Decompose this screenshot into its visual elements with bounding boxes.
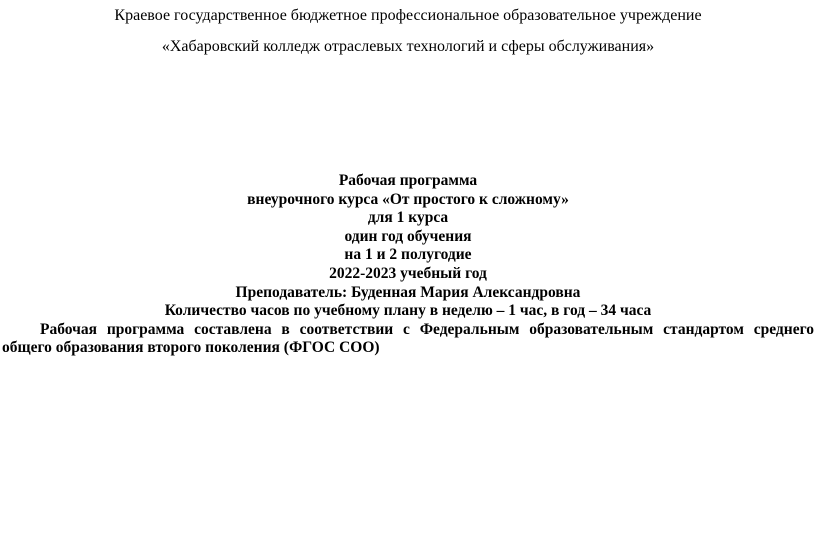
program-hours: Количество часов по учебному плану в неделю – 1 час, в год – 34 часа: [164, 302, 652, 320]
program-audience: для 1 курса: [367, 209, 449, 227]
institution-type: Краевое государственное бюджетное профессиональное образовательное учреждение: [114, 7, 702, 24]
program-semesters: на 1 и 2 полугодие: [344, 246, 472, 264]
program-info: [0, 172, 816, 358]
program-title: Рабочая программа: [338, 172, 478, 189]
institution-name: «Хабаровский колледж отраслевых технологий и сферы обслуживания»: [161, 38, 655, 55]
program-duration: один год обучения: [344, 227, 472, 245]
program-course: внеурочного курса «От простого к сложному»: [247, 190, 569, 208]
program-standard-note: Рабочая программа составлена в соответствии с Федеральным образовательным стандартом среднего общего образования второго поколения (ФГОС СОО): [2, 320, 814, 357]
program-teacher: Преподаватель: Буденная Мария Александровна: [235, 283, 581, 301]
program-academic-year: 2022-2023 учебный год: [329, 264, 487, 282]
